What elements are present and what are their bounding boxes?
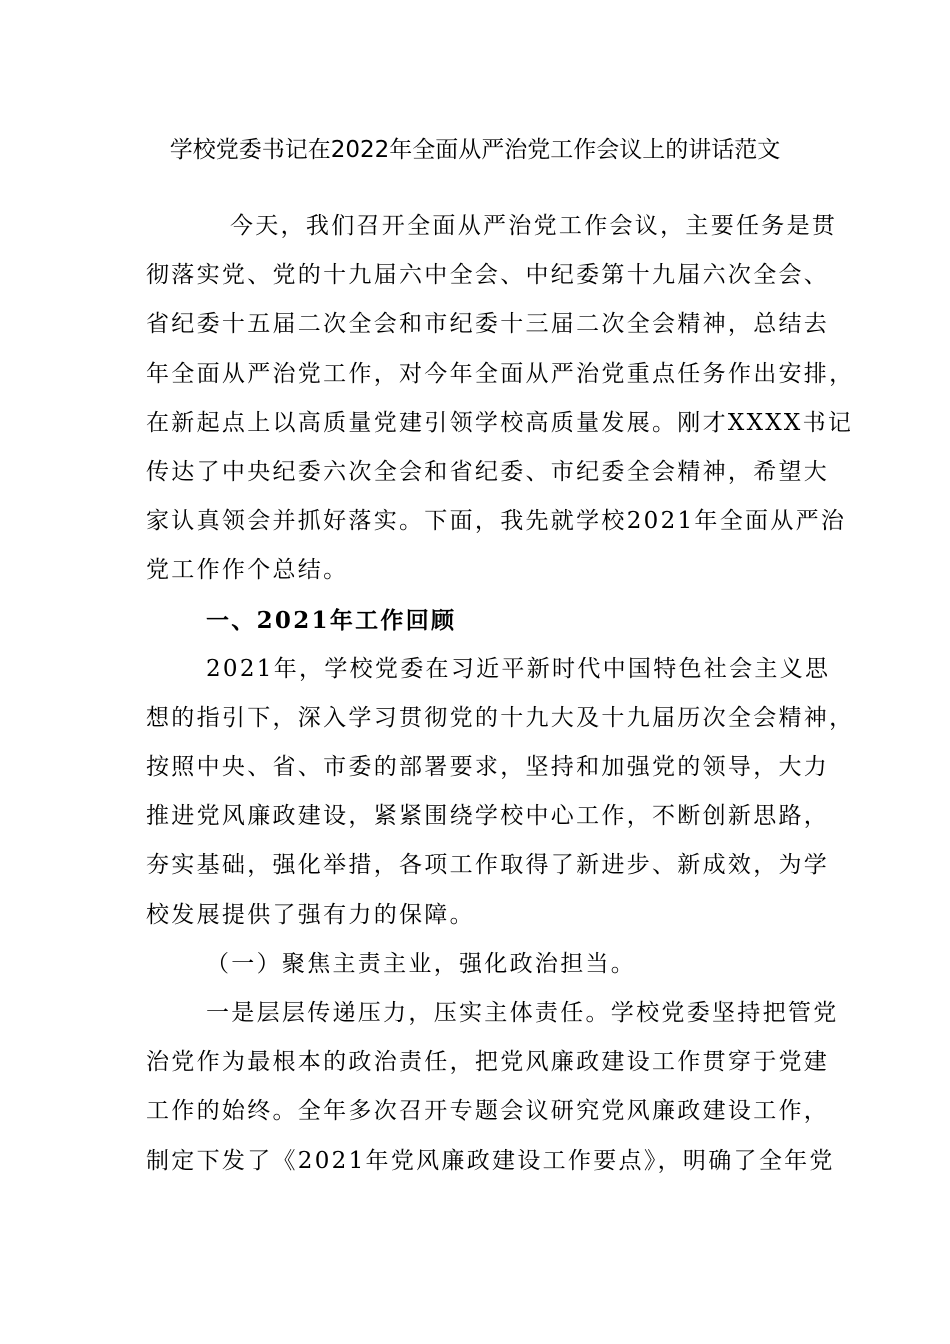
text-line: 校发展提供了强有力的保障。 [146,901,475,928]
section-heading: 一、2021年工作回顾 [206,606,457,634]
text-line: 省纪委十五届二次全会和市纪委十三届二次全会精神，总结去 [146,311,830,338]
text-line: 工作的始终。全年多次召开专题会议研究党风廉政建设工作， [146,1098,830,1125]
text-line: 制定下发了《2021年党风廉政建设工作要点》，明确了全年党 [146,1147,835,1174]
text-line: 治党作为最根本的政治责任，把党风廉政建设工作贯穿于党建 [146,1049,830,1076]
text-line: 传达了中央纪委六次全会和省纪委、市纪委全会精神，希望大 [146,458,830,485]
text-line: 一是层层传递压力，压实主体责任。学校党委坚持把管党 [206,1000,839,1026]
document-title: 学校党委书记在2022年全面从严治党工作会议上的讲话范文 [169,137,781,163]
text-line: 今天，我们召开全面从严治党工作会议，主要任务是贯 [230,213,838,239]
text-line: 年全面从严治党工作，对今年全面从严治党重点任务作出安排， [146,360,855,387]
document-body [146,202,855,1186]
text-line: 党工作作个总结。 [146,557,349,584]
text-line: 想的指引下，深入学习贯彻党的十九大及十九届历次全会精神， [146,704,855,731]
text-line: 家认真领会并抓好落实。下面，我先就学校2021年全面从严治 [146,508,847,535]
text-line: 彻落实党、党的十九届六中全会、中纪委第十九届六次全会、 [146,262,830,289]
text-line: 夯实基础，强化举措，各项工作取得了新进步、新成效，为学 [146,852,830,879]
subsection-heading: （一）聚焦主责主业，强化政治担当。 [206,950,637,977]
text-line: 按照中央、省、市委的部署要求，坚持和加强党的领导，大力 [146,754,830,781]
text-line: 2021年，学校党委在习近平新时代中国特色社会主义思 [206,655,831,682]
text-line: 在新起点上以高质量党建引领学校高质量发展。刚才XXXX书记 [146,409,854,436]
text-line: 推进党风廉政建设，紧紧围绕学校中心工作，不断创新思路， [146,803,830,830]
